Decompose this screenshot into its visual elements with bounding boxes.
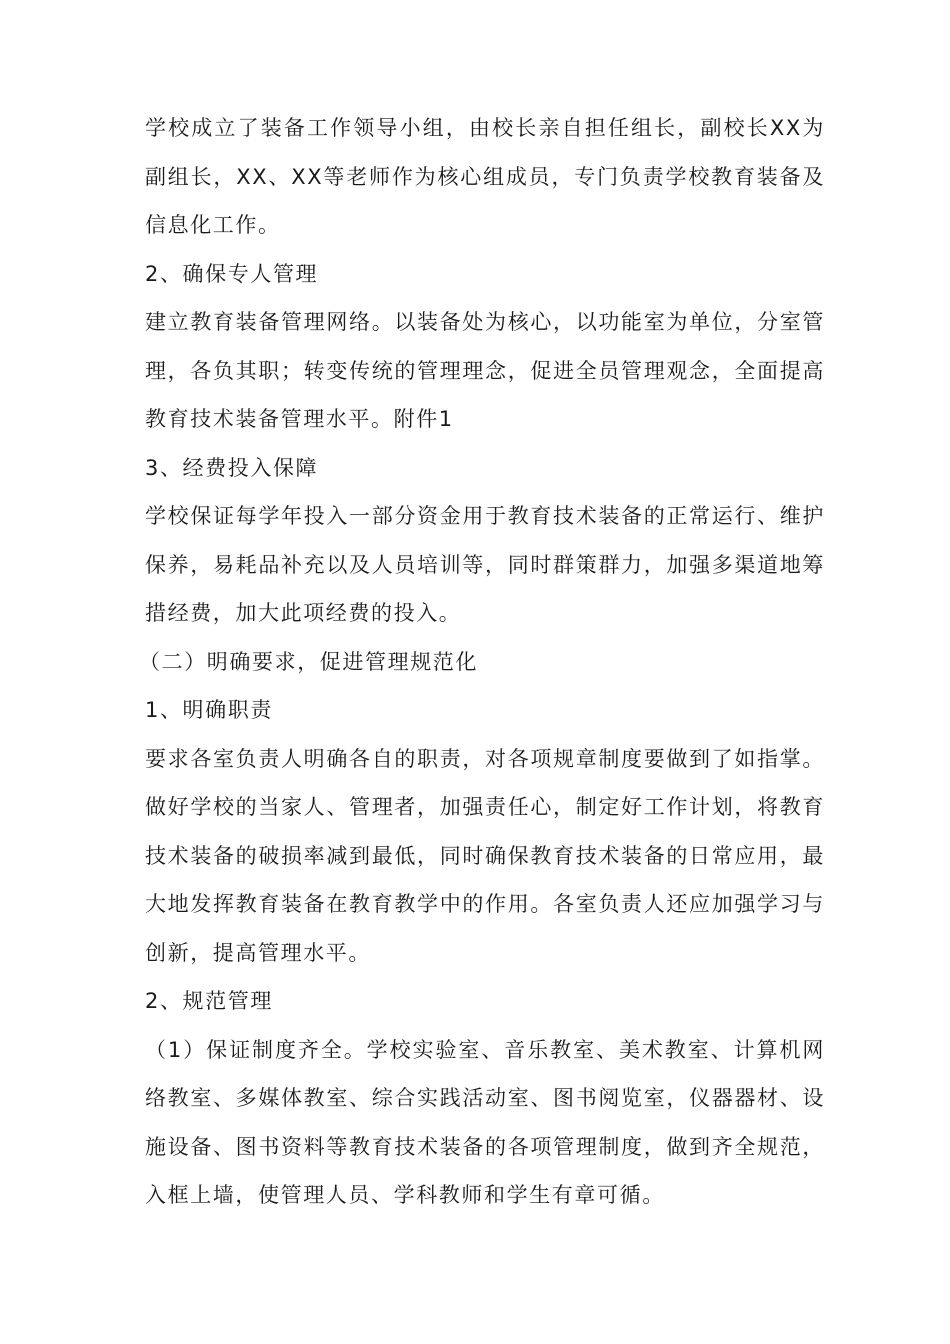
- paragraph-responsibilities: 要求各室负责人明确各自的职责，对各项规章制度要做到了如指掌。做好学校的当家人、管理者，加强责任心，制定好工作计划，将教育技术装备的破损率减到最低，同时确保教育技术装备的日常应用，最大地发挥教育装备在教育教学中的作用。各室负责人还应加强学习与创新，提高管理水平。: [145, 746, 825, 965]
- heading-2-dedicated-management: 2、确保专人管理: [145, 261, 319, 286]
- heading-2-standard-management: 2、规范管理: [145, 989, 273, 1013]
- paragraph-leadership-group: 学校成立了装备工作领导小组，由校长亲自担任组长，副校长XX为副组长，XX、XX等老师作为核心组成员，专门负责学校教育装备及信息化工作。: [145, 116, 825, 237]
- heading-1-responsibilities: 1、明确职责: [145, 698, 273, 722]
- paragraph-funding: 学校保证每学年投入一部分资金用于教育技术装备的正常运行、维护保养，易耗品补充以及人员培训等，同时群策群力，加强多渠道地筹措经费，加大此项经费的投入。: [145, 504, 825, 625]
- heading-3-funding: 3、经费投入保障: [145, 455, 319, 480]
- paragraph-rules-complete: （1）保证制度齐全。学校实验室、音乐教室、美术教室、计算机网络教室、多媒体教室、综合实践活动室、图书阅览室，仪器器材、设施设备、图书资料等教育技术装备的各项管理制度，做到齐全规范，入框上墙，使管理人员、学科教师和学生有章可循。: [145, 1037, 825, 1207]
- heading-section-2-standardization: （二）明确要求，促进管理规范化: [139, 649, 478, 674]
- document-body: [139, 104, 825, 1220]
- paragraph-management-network: 建立教育装备管理网络。以装备处为核心，以功能室为单位，分室管理，各负其职；转变传统的管理理念，促进全员管理观念，全面提高教育技术装备管理水平。附件1: [145, 310, 825, 431]
